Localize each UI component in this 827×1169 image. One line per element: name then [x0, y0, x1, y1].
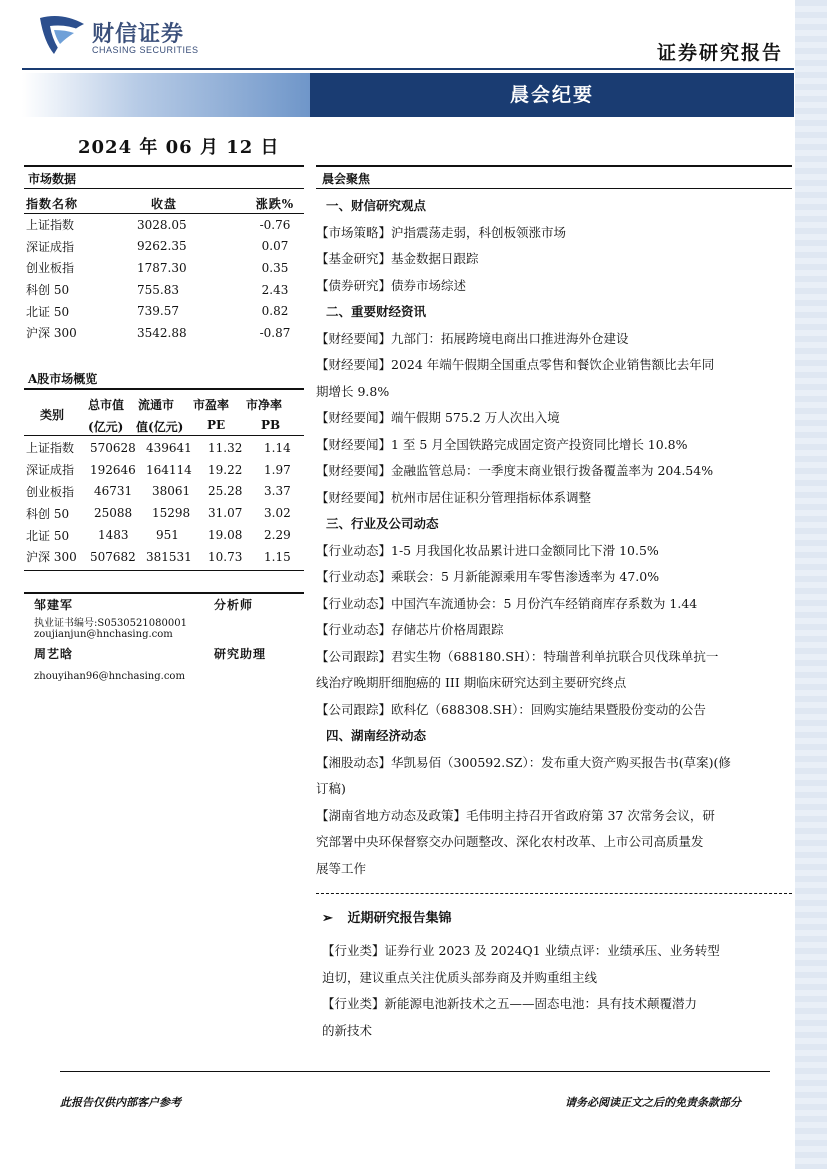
col-float-cap-unit: 值(亿元) — [136, 420, 184, 434]
cell: 192646 — [90, 462, 136, 477]
cell: 1.15 — [264, 549, 291, 564]
focus-item: 【财经要闻】1 至 5 月全国铁路完成固定资产投资同比增长 10.8% — [316, 436, 688, 452]
table-row — [24, 279, 304, 301]
cell: 38061 — [152, 484, 191, 499]
col-pe: 市盈率 — [193, 398, 230, 412]
focus-item: 【基金研究】基金数据日跟踪 — [316, 251, 479, 266]
market-title-rule — [24, 188, 304, 189]
ashare-table — [24, 437, 304, 568]
table-row — [24, 546, 304, 568]
cell: 1.97 — [264, 462, 291, 477]
cell: 25.28 — [208, 484, 243, 499]
focus-item: 【湖南省地方动态及政策】毛伟明主持召开省政府第 37 次常务会议，研 — [316, 807, 715, 823]
table-row — [24, 214, 304, 236]
cell: 2.29 — [264, 528, 291, 543]
market-top-rule — [24, 165, 304, 167]
col-total-cap-unit: (亿元) — [88, 420, 124, 434]
col-change: 涨跌% — [246, 193, 304, 214]
focus-heading: 一、财信研究观点 — [326, 198, 427, 213]
cell: 1483 — [98, 528, 129, 543]
cell: 1787.30 — [137, 260, 187, 275]
cell: 北证 50 — [26, 304, 70, 319]
focus-item: 【财经要闻】杭州市居住证积分管理指标体系调整 — [316, 489, 592, 505]
cell: 15298 — [152, 506, 191, 521]
table-row — [24, 502, 304, 524]
assistant-name: 周艺晗 — [34, 647, 74, 661]
cell: 科创 50 — [26, 283, 70, 298]
cell: 381531 — [146, 549, 192, 564]
cell: 3.37 — [264, 484, 291, 499]
report-type: 证券研究报告 — [656, 42, 783, 64]
footer-disclaimer-left: 此报告仅供内部客户参考 — [60, 1096, 181, 1109]
market-section-title: 市场数据 — [28, 172, 77, 186]
cell: 755.83 — [137, 282, 179, 297]
analyst-email: zoujianjun@hnchasing.com — [34, 629, 173, 640]
cell: 570628 — [90, 440, 136, 455]
ashare-top-rule — [24, 388, 304, 390]
recent-item-cont: 的新技术 — [322, 1022, 373, 1038]
focus-item-cont: 线治疗晚期肝细胞癌的 III 期临床研究达到主要研究终点 — [316, 675, 627, 690]
focus-item-cont: 期增长 9.8% — [316, 383, 390, 399]
cell: 951 — [156, 528, 179, 543]
cell: 沪深 300 — [26, 550, 77, 565]
focus-item: 【行业动态】存储芯片价格周跟踪 — [316, 622, 504, 637]
footer-disclaimer-right: 请务必阅读正文之后的免责条款部分 — [565, 1096, 741, 1109]
focus-item: 【债券研究】债券市场综述 — [316, 277, 467, 293]
col-pb-abbr: PB — [261, 418, 281, 432]
cell: 创业板指 — [26, 261, 75, 276]
focus-item: 【行业动态】1-5 月我国化妆品累计进口金额同比下滑 10.5% — [316, 542, 659, 558]
table-row — [24, 481, 304, 503]
focus-item: 【财经要闻】2024 年端午假期全国重点零售和餐饮企业销售额比去年同 — [316, 357, 715, 372]
focus-item-cont: 展等工作 — [316, 860, 367, 876]
cell: 0.82 — [261, 304, 289, 319]
assistant-role: 研究助理 — [214, 647, 267, 661]
cell: 3028.05 — [137, 217, 187, 232]
recent-item: 【行业类】证券行业 2023 及 2024Q1 业绩点评：业绩承压、业务转型 — [322, 943, 720, 958]
focus-item: 【市场策略】沪指震荡走弱，科创板领涨市场 — [316, 224, 567, 240]
cell: 深证成指 — [26, 239, 75, 254]
cell: 1.14 — [264, 440, 291, 455]
focus-heading: 三、行业及公司动态 — [326, 516, 439, 531]
cell: 0.07 — [261, 239, 289, 254]
focus-item: 【财经要闻】九部门：拓展跨境电商出口推进海外仓建设 — [316, 330, 629, 346]
table-row — [24, 437, 304, 459]
ashare-section-title: A股市场概览 — [28, 372, 98, 386]
cell: 10.73 — [208, 549, 243, 564]
focus-item: 【公司跟踪】欧科亿（688308.SH）：回购实施结果暨股份变动的公告 — [316, 701, 706, 717]
focus-content — [316, 193, 791, 882]
focus-item: 【湘股动态】华凯易佰（300592.SZ）：发布重大资产购买报告书(草案)(修 — [316, 754, 731, 770]
cell: 3.02 — [264, 506, 291, 521]
report-date: 2024 年 06 月 12 日 — [78, 137, 280, 158]
recent-reports-title — [322, 907, 451, 926]
banner-title: 晨会纪要 — [509, 84, 594, 106]
cell: 9262.35 — [137, 239, 187, 254]
recent-item-cont: 迫切，建议重点关注优质头部券商及并购重组主线 — [322, 969, 598, 985]
cell: 沪深 300 — [26, 326, 77, 341]
analyst-name: 邹建军 — [34, 598, 74, 612]
brand-name-cn: 财信证券 — [92, 22, 185, 47]
ashare-header-rule — [24, 435, 304, 436]
cell: 507682 — [90, 549, 136, 564]
cell: 创业板指 — [26, 484, 75, 499]
banner-gradient — [22, 73, 310, 117]
page-edge-stripe — [795, 0, 827, 1169]
focus-heading: 二、重要财经资讯 — [326, 304, 427, 319]
col-total-cap: 总市值 — [88, 398, 125, 412]
arrow-bullet-icon: ➢ — [322, 911, 333, 926]
col-close: 收盘 — [121, 193, 246, 214]
focus-item: 【财经要闻】端午假期 575.2 万人次出入境 — [316, 410, 560, 425]
market-header-row — [24, 193, 304, 214]
assistant-email: zhouyihan96@hnchasing.com — [34, 671, 185, 682]
focus-item: 【行业动态】乘联会：5 月新能源乘用车零售渗透率为 47.0% — [316, 569, 660, 584]
recent-item: 【行业类】新能源电池新技术之五——固态电池：具有技术颠覆潜力 — [322, 996, 698, 1011]
cell: 25088 — [94, 506, 133, 521]
table-row — [24, 322, 304, 344]
focus-item: 【行业动态】中国汽车流通协会：5 月份汽车经销商库存系数为 1.44 — [316, 595, 698, 611]
cell: 2.43 — [261, 282, 289, 297]
cell: 31.07 — [208, 506, 243, 521]
focus-item: 【公司跟踪】君实生物（688180.SH）：特瑞普利单抗联合贝伐珠单抗一 — [316, 648, 719, 664]
cell: 3542.88 — [137, 325, 187, 340]
focus-section-title: 晨会聚焦 — [322, 172, 371, 186]
brand-name-en: CHASING SECURITIES — [92, 45, 199, 55]
recent-title-text: 近期研究报告集锦 — [347, 911, 452, 926]
cell: 北证 50 — [26, 528, 70, 543]
cell: 上证指数 — [26, 218, 75, 233]
table-row — [24, 300, 304, 322]
company-logo-icon — [36, 14, 88, 58]
focus-heading: 四、湖南经济动态 — [326, 728, 427, 743]
ashare-bottom-rule — [24, 570, 304, 571]
cell: 上证指数 — [26, 441, 75, 456]
cell: 19.08 — [208, 528, 243, 543]
focus-item: 【财经要闻】金融监管总局：一季度末商业银行拨备覆盖率为 204.54% — [316, 463, 714, 478]
market-table — [24, 193, 304, 344]
header-rule — [22, 68, 794, 70]
footer-rule — [60, 1071, 770, 1072]
cell: 11.32 — [208, 440, 243, 455]
cell: 19.22 — [208, 462, 243, 477]
col-category: 类别 — [40, 408, 65, 422]
table-row — [24, 257, 304, 279]
col-pb: 市净率 — [246, 398, 283, 412]
table-row — [24, 459, 304, 481]
cell: 439641 — [146, 440, 192, 455]
cell: 46731 — [94, 484, 133, 499]
focus-item-cont: 究部署中央环保督察交办问题整改、深化农村改革、上市公司高质量发 — [316, 834, 704, 849]
analyst-cert: 执业证书编号:S0530521080001 — [34, 618, 187, 629]
recent-reports-list — [322, 938, 782, 1044]
focus-top-rule — [316, 165, 792, 167]
cell: 0.35 — [261, 260, 289, 275]
cell: 164114 — [146, 462, 192, 477]
col-float-cap: 流通市 — [138, 398, 175, 412]
cell: -0.76 — [259, 217, 291, 232]
table-row — [24, 236, 304, 258]
col-pe-abbr: PE — [207, 418, 226, 432]
focus-item-cont: 订稿) — [316, 781, 346, 796]
cell: 739.57 — [137, 304, 179, 319]
focus-divider — [316, 893, 792, 894]
analyst-top-rule — [24, 592, 304, 594]
table-row — [24, 524, 304, 546]
cell: -0.87 — [259, 325, 291, 340]
cell: 科创 50 — [26, 506, 70, 521]
focus-title-rule — [316, 188, 792, 189]
col-index-name: 指数名称 — [24, 193, 121, 214]
analyst-role: 分析师 — [214, 598, 254, 612]
cell: 深证成指 — [26, 463, 75, 478]
